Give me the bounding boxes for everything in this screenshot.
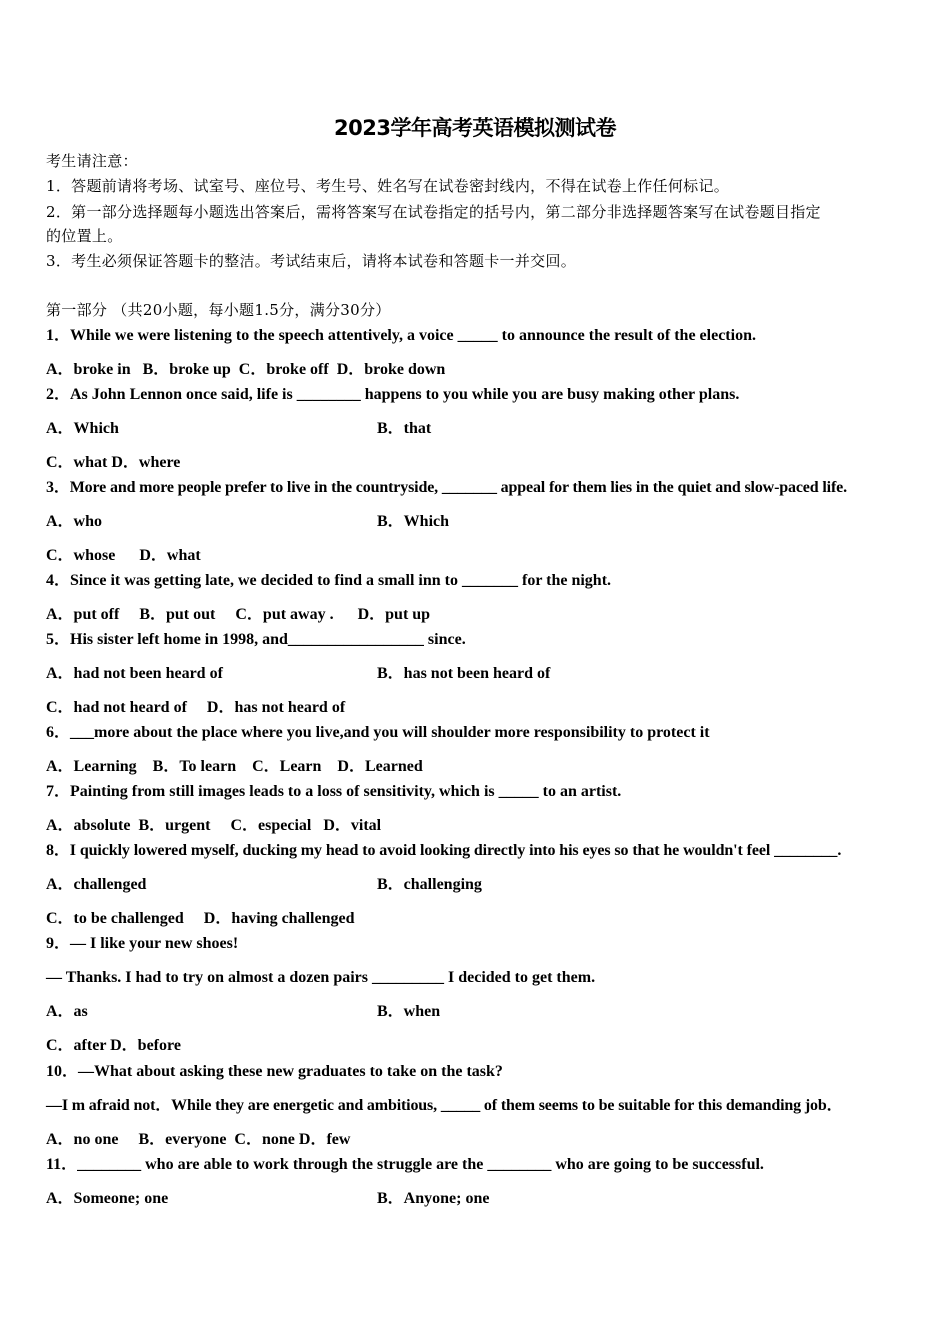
question-stem: 11．________ who are able to work through the struggle are the ________ who are going to be successful.: [46, 1156, 764, 1173]
question-dialogue: —I m afraid not．While they are energetic and ambitious, _____ of them seems to be suitable for this demanding job．: [46, 1097, 843, 1114]
question-stem: 10．—What about asking these new graduates to take on the task?: [46, 1063, 503, 1080]
question-options: A．broke in B．broke up C．broke off D．broke down: [46, 361, 446, 378]
section-heading: 第一部分 （共20小题，每小题1.5分，满分30分）: [46, 301, 391, 319]
question-stem: 5．His sister left home in 1998, and_________________ since.: [46, 631, 466, 648]
question-options: A．put off B．put out C．put away . D．put up: [46, 606, 431, 623]
notice-item-1: 1．答题前请将考场、试室号、座位号、考生号、姓名写在试卷密封线内，不得在试卷上作任何标记。: [46, 177, 730, 195]
question-stem: 3．More and more people prefer to live in the countryside, _______ appeal for them lies in the quiet and slow-paced life.: [46, 479, 847, 496]
question-stem: 2．As John Lennon once said, life is ________ happens to you while you are busy making other plans.: [46, 386, 740, 403]
option-a: A．challenged: [46, 876, 147, 893]
option-b: B．challenging: [377, 876, 482, 893]
option-a: A．Someone; one: [46, 1190, 169, 1207]
question-options: A．no one B．everyone C．none D．few: [46, 1131, 351, 1148]
option-a: A．who: [46, 513, 103, 530]
notice-item-3: 3．考生必须保证答题卡的整洁。考试结束后，请将本试卷和答题卡一并交回。: [46, 252, 577, 270]
option-cd: C．had not heard of D．has not heard of: [46, 699, 346, 716]
page-title: 2023学年高考英语模拟测试卷: [334, 116, 616, 140]
question-dialogue: — Thanks. I had to try on almost a dozen pairs _________ I decided to get them.: [46, 969, 596, 986]
question-stem: 8．I quickly lowered myself, ducking my head to avoid looking directly into his eyes so that he wouldn't feel ________.: [46, 842, 842, 859]
option-cd: C．to be challenged D．having challenged: [46, 910, 355, 927]
question-options: A．Learning B．To learn C．Learn D．Learned: [46, 758, 423, 775]
option-b: B．has not been heard of: [377, 665, 551, 682]
option-b: B．that: [377, 420, 432, 437]
notice-item-2-cont: 的位置上。: [46, 227, 123, 245]
option-a: A．as: [46, 1003, 88, 1020]
option-cd: C．what D．where: [46, 454, 181, 471]
option-b: B．Anyone; one: [377, 1190, 490, 1207]
question-stem: 7．Painting from still images leads to a loss of sensitivity, which is _____ to an artist.: [46, 783, 622, 800]
question-stem: 9．— I like your new shoes!: [46, 935, 239, 952]
option-a: A．had not been heard of: [46, 665, 223, 682]
option-b: B．Which: [377, 513, 450, 530]
notice-item-2: 2．第一部分选择题每小题选出答案后，需将答案写在试卷指定的括号内，第二部分非选择题答案写在试卷题目指定: [46, 203, 821, 221]
notice-heading: 考生请注意：: [46, 152, 138, 170]
option-b: B．when: [377, 1003, 441, 1020]
question-stem: 1．While we were listening to the speech attentively, a voice _____ to announce the result of the election.: [46, 327, 756, 344]
question-options: A．absolute B．urgent C．especial D．vital: [46, 817, 382, 834]
option-cd: C．after D．before: [46, 1037, 181, 1054]
option-a: A．Which: [46, 420, 119, 437]
question-stem: 4．Since it was getting late, we decided to find a small inn to _______ for the night.: [46, 572, 612, 589]
option-cd: C．whose D．what: [46, 547, 201, 564]
question-stem: 6．___more about the place where you live,and you will shoulder more responsibility to protect it: [46, 724, 710, 741]
